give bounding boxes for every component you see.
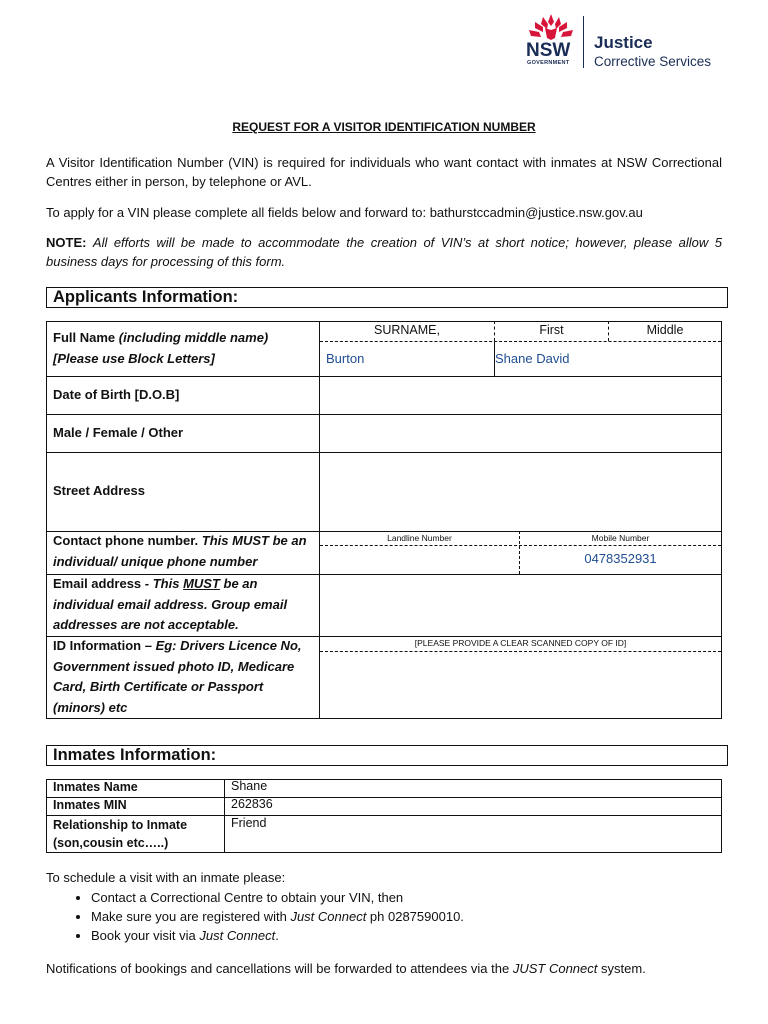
logo-dept: Justice bbox=[594, 33, 653, 52]
list-item: • Make sure you are registered with Just Connect ph 0287590010. bbox=[91, 907, 464, 926]
gender-field[interactable] bbox=[320, 415, 721, 452]
relationship-label: Relationship to Inmate (son,cousin etc…..) bbox=[53, 818, 188, 850]
street-address-label: Street Address bbox=[53, 483, 145, 498]
email-label: Email address - This MUST be an individual email address. Group email addresses are not acceptable. bbox=[53, 576, 288, 632]
schedule-intro: To schedule a visit with an inmate please: bbox=[46, 870, 286, 885]
id-upload-field[interactable] bbox=[320, 652, 721, 718]
mobile-field[interactable]: 0478352931 bbox=[584, 551, 657, 566]
email-field[interactable] bbox=[320, 575, 721, 636]
applicants-heading: Applicants Information: bbox=[46, 287, 728, 308]
landline-field[interactable] bbox=[320, 546, 519, 574]
note-text: All efforts will be made to accommodate the creation of VIN’s at short notice; however, please allow 5 business days for processing of this form. bbox=[46, 235, 722, 269]
landline-header: Landline Number bbox=[387, 533, 452, 543]
id-label: ID Information – Eg: Drivers Licence No, Government issued photo ID, Medicare Card, Birth Certificate or Passport (minors) etc bbox=[53, 638, 302, 715]
logo-division: Corrective Services bbox=[594, 54, 712, 69]
mobile-header: Mobile Number bbox=[591, 533, 650, 543]
phone-label: Contact phone number. This MUST be an individual/ unique phone number bbox=[53, 533, 307, 569]
relationship-field[interactable]: Friend bbox=[231, 816, 267, 830]
surname-field[interactable]: Burton bbox=[326, 351, 365, 366]
inmate-name-label: Inmates Name bbox=[53, 780, 138, 794]
inmates-heading: Inmates Information: bbox=[46, 745, 728, 766]
first-col-header: First bbox=[539, 323, 564, 337]
logo-brand-sub: GOVERNMENT bbox=[527, 60, 570, 66]
dob-field[interactable] bbox=[320, 377, 721, 414]
intro-paragraph: A Visitor Identification Number (VIN) is required for individuals who want contact with inmates at NSW Correctional Centres either in person, by telephone or AVL. bbox=[46, 155, 722, 189]
dob-label: Date of Birth [D.O.B] bbox=[53, 387, 180, 402]
inmate-min-label: Inmates MIN bbox=[53, 798, 127, 812]
schedule-list bbox=[46, 888, 464, 945]
waratah-logo-icon bbox=[525, 12, 577, 42]
surname-col-header: SURNAME, bbox=[374, 323, 440, 337]
inmate-min-field[interactable]: 262836 bbox=[231, 797, 273, 811]
list-item: • Contact a Correctional Centre to obtain your VIN, then bbox=[91, 888, 464, 907]
middle-col-header: Middle bbox=[646, 323, 684, 337]
gender-label: Male / Female / Other bbox=[53, 425, 184, 440]
inmate-name-field[interactable]: Shane bbox=[231, 779, 268, 793]
footer-note: Notifications of bookings and cancellations will be forwarded to attendees via the JUST Connect system. bbox=[46, 961, 646, 976]
id-header: [PLEASE PROVIDE A CLEAR SCANNED COPY OF ID] bbox=[414, 638, 627, 648]
full-name-label: Full Name (including middle name) [Please use Block Letters] bbox=[53, 330, 269, 366]
apply-paragraph: To apply for a VIN please complete all fields below and forward to: bathurstccadmin@justice.nsw.gov.au bbox=[46, 205, 643, 220]
note-label: NOTE: bbox=[46, 235, 87, 250]
logo-divider bbox=[583, 16, 584, 68]
list-item: • Book your visit via Just Connect. bbox=[91, 926, 464, 945]
first-name-field[interactable]: Shane David bbox=[495, 351, 570, 366]
note-paragraph bbox=[46, 234, 722, 271]
page-title: REQUEST FOR A VISITOR IDENTIFICATION NUMBER bbox=[232, 120, 536, 134]
street-address-field[interactable] bbox=[320, 453, 721, 531]
logo-brand: NSW bbox=[526, 40, 571, 61]
